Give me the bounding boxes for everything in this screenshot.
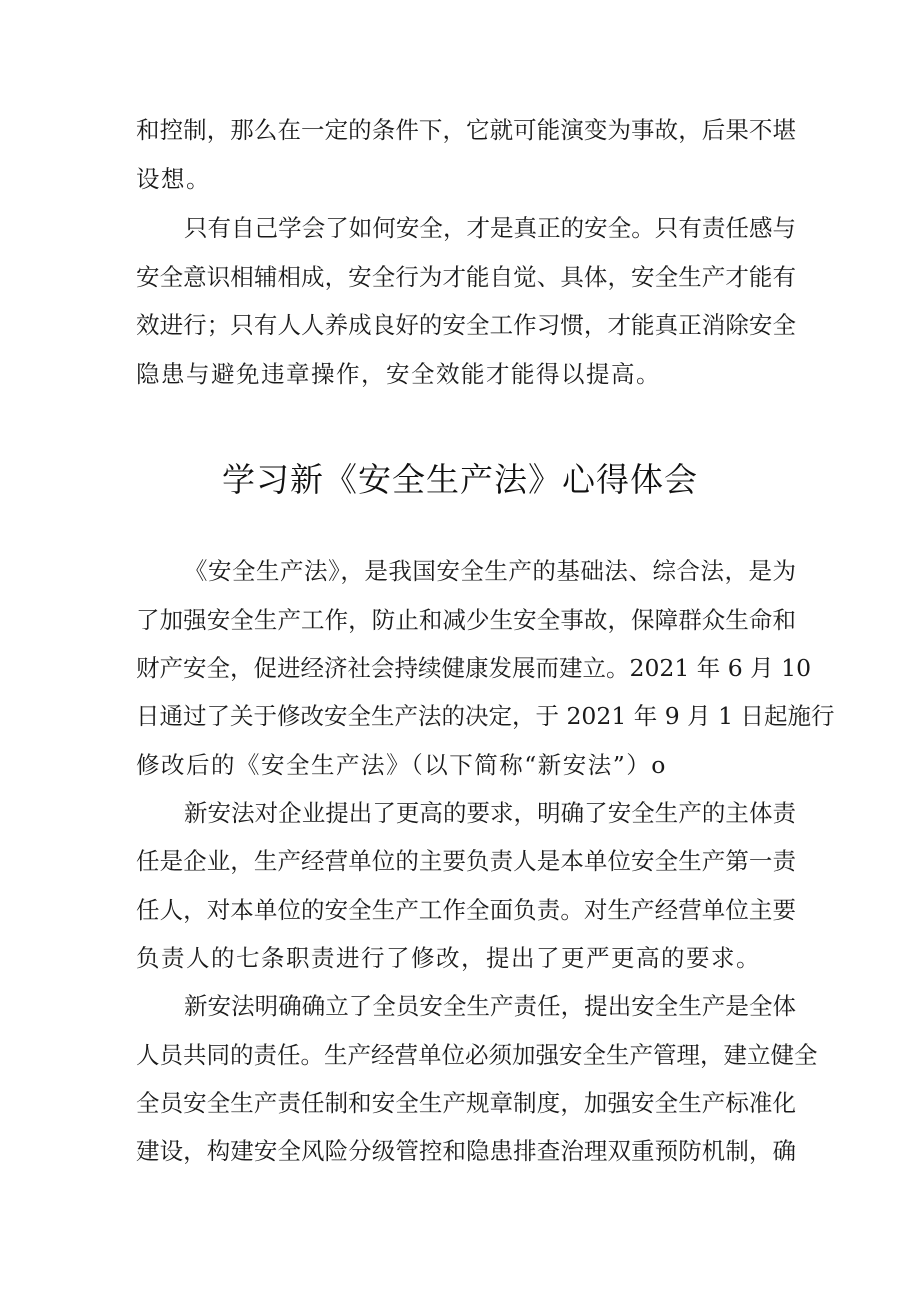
paragraph-line: 设想。 xyxy=(136,165,211,193)
paragraph-line: 人员共同的责任。生产经营单位必须加强安全生产管理，建立健全 xyxy=(136,1041,818,1069)
paragraph-line: 日通过了关于修改安全生产法的决定，于 2021 年 9 月 1 日起施行 xyxy=(136,702,835,730)
paragraph-line: 《安全生产法》，是我国安全生产的基础法、综合法，是为 xyxy=(184,557,796,585)
paragraph-line: 全员安全生产责任制和安全生产规章制度，加强安全生产标准化 xyxy=(136,1089,796,1117)
paragraph-line: 新安法明确确立了全员安全生产责任，提出安全生产是全体 xyxy=(184,992,796,1020)
paragraph-line: 财产安全，促进经济社会持续健康发展而建立。2021 年 6 月 10 xyxy=(136,654,812,682)
paragraph-line: 隐患与避免违章操作，安全效能才能得以提高。 xyxy=(136,360,661,388)
paragraph-line: 负责人的七条职责进行了修改，提出了更严更高的要求。 xyxy=(136,944,761,972)
paragraph-line: 效进行；只有人人养成良好的安全工作习惯，才能真正消除安全 xyxy=(136,311,796,339)
paragraph-line: 修改后的《安全生产法》（以下简称“新安法”）o xyxy=(136,751,667,779)
document-title: 学习新《安全生产法》心得体会 xyxy=(222,460,698,499)
paragraph-line: 和控制，那么在一定的条件下，它就可能演变为事故，后果不堪 xyxy=(136,116,796,144)
paragraph-line: 任人，对本单位的安全生产工作全面负责。对生产经营单位主要 xyxy=(136,896,796,924)
paragraph-line: 安全意识相辅相成，安全行为才能自觉、具体，安全生产才能有 xyxy=(136,263,796,291)
paragraph-line: 新安法对企业提出了更高的要求，明确了安全生产的主体责 xyxy=(184,799,796,827)
paragraph-line: 只有自己学会了如何安全，才是真正的安全。只有责任感与 xyxy=(184,214,796,242)
paragraph-line: 任是企业，生产经营单位的主要负责人是本单位安全生产第一责 xyxy=(136,847,796,875)
paragraph-line: 了加强安全生产工作，防止和减少生安全事故，保障群众生命和 xyxy=(136,606,796,634)
paragraph-line: 建设，构建安全风险分级管控和隐患排查治理双重预防机制，确 xyxy=(136,1137,796,1165)
